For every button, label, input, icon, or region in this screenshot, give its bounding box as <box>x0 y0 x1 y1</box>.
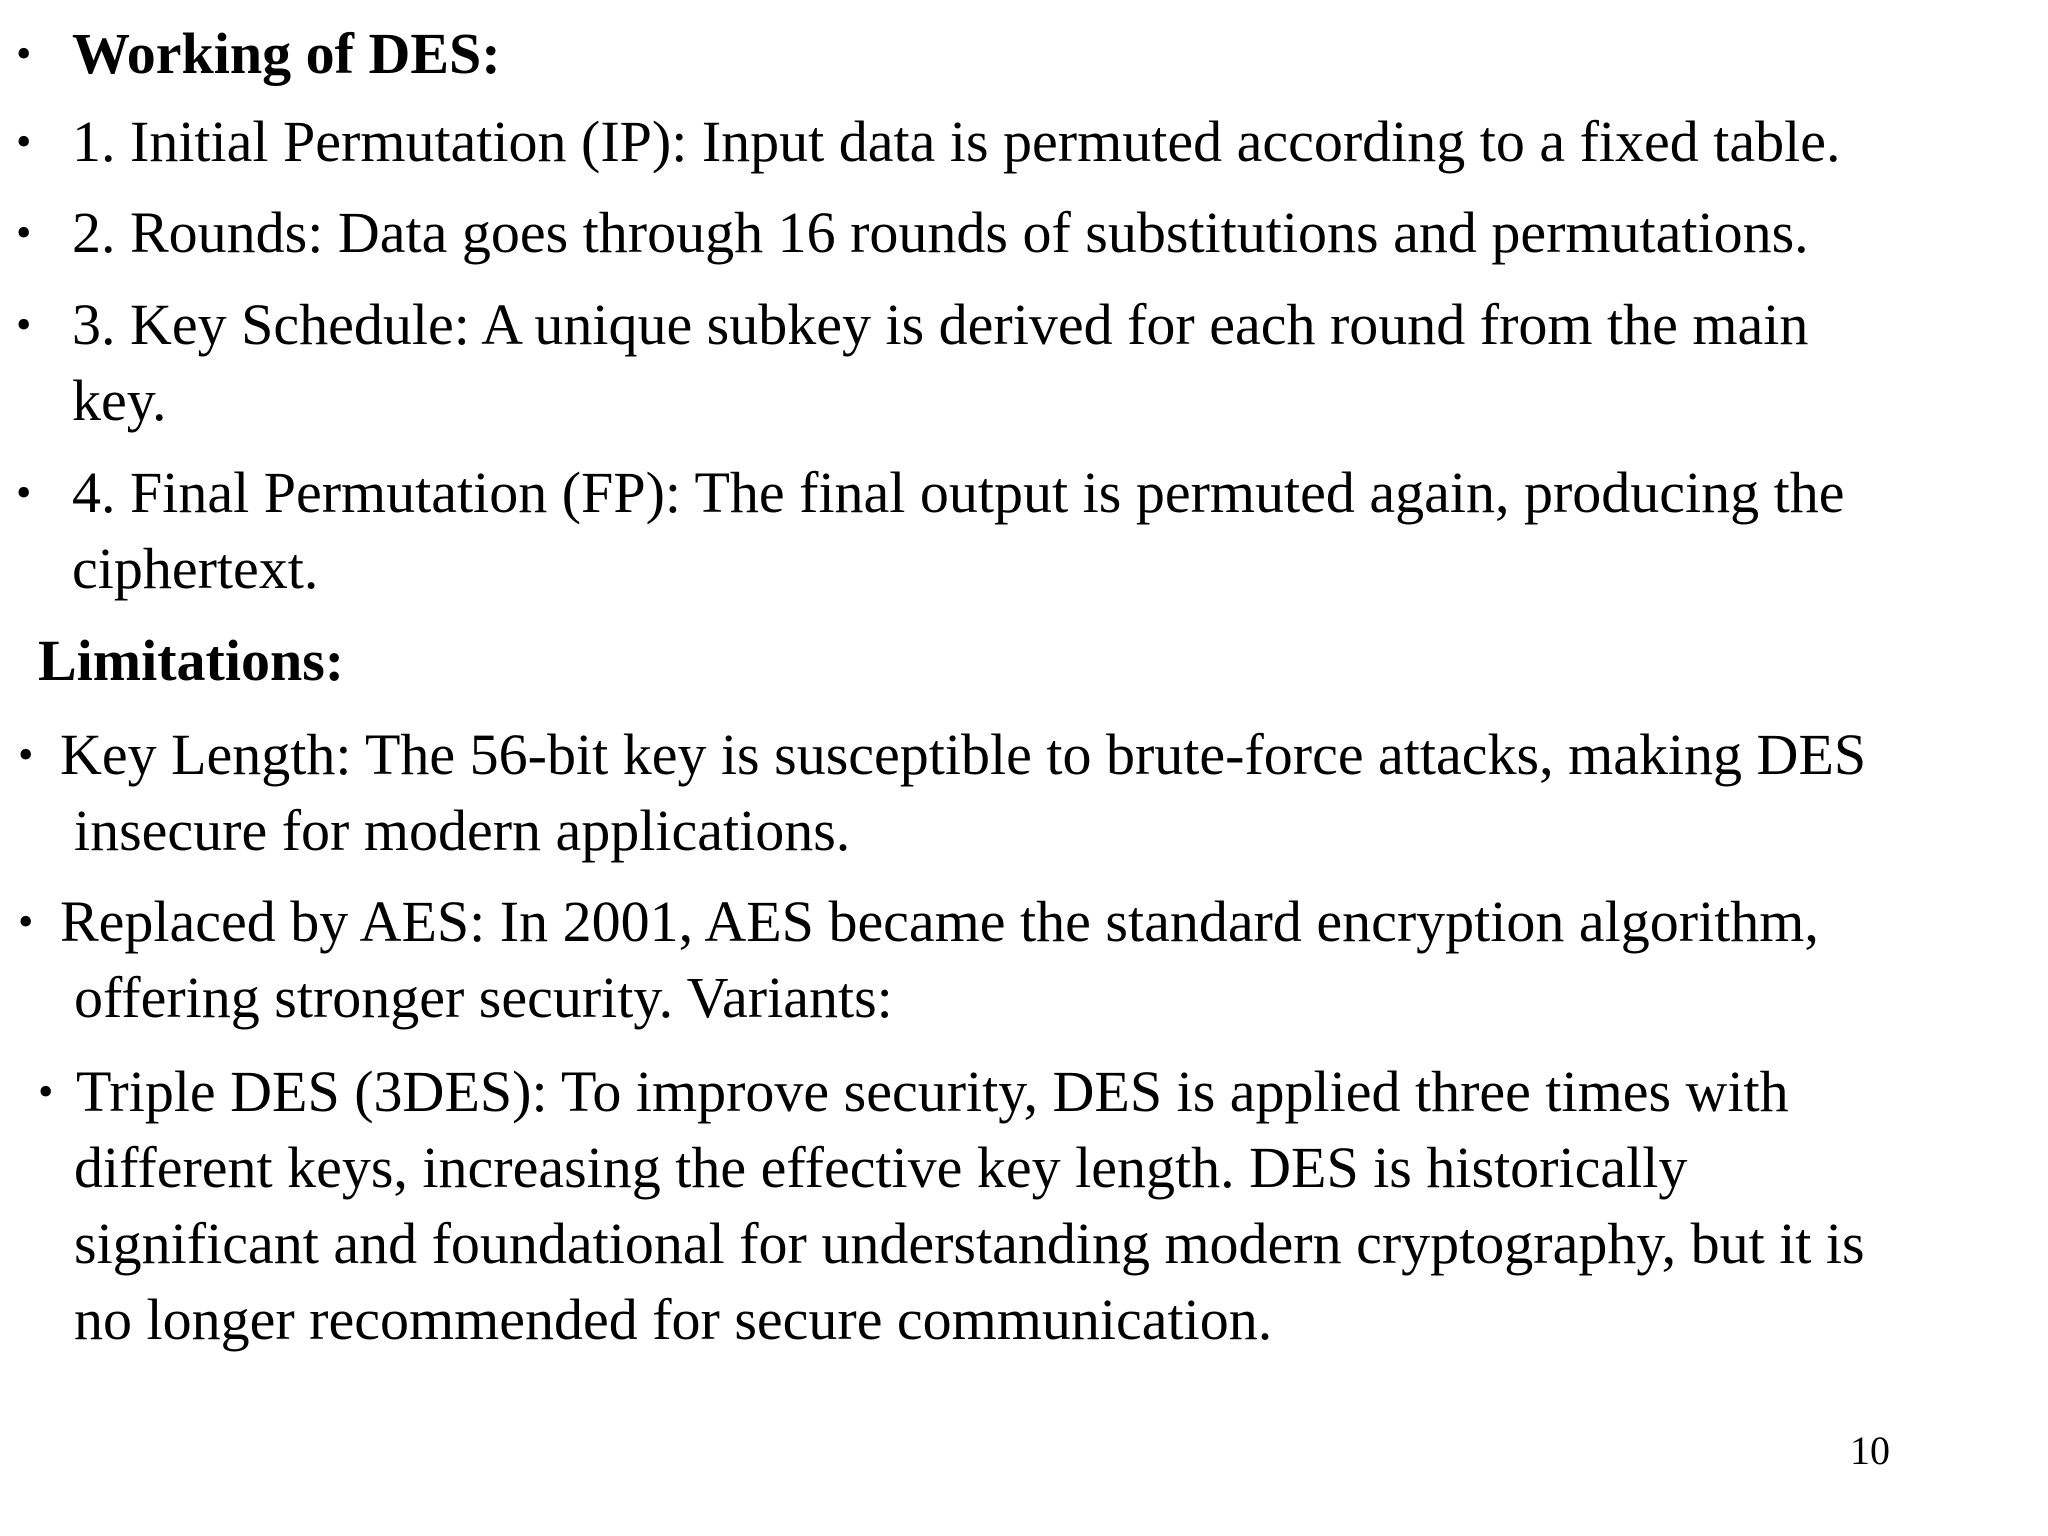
limitation-2-line-2: offering stronger security. Variants: <box>74 965 893 1030</box>
limitation-3-line-3: significant and foundational for understanding modern cryptography, but it is <box>74 1211 1865 1276</box>
working-item-3-line-1: 3. Key Schedule: A unique subkey is derived for each round from the main <box>72 292 1809 357</box>
working-item-1-line-1: 1. Initial Permutation (IP): Input data is permuted according to a fixed table. <box>72 109 1841 174</box>
working-item-2-line-1: 2. Rounds: Data goes through 16 rounds of substitutions and permutations. <box>72 200 1809 265</box>
bullet-marker: • <box>18 730 34 779</box>
limitation-2-line-1: Replaced by AES: In 2001, AES became the standard encryption algorithm, <box>60 889 1819 954</box>
bullet-marker: • <box>16 300 32 349</box>
working-item-4-line-1: 4. Final Permutation (FP): The final output is permuted again, producing the <box>72 460 1845 525</box>
working-heading: Working of DES: <box>72 21 501 86</box>
limitation-3-line-4: no longer recommended for secure communication. <box>74 1287 1273 1352</box>
working-item-3-line-2: key. <box>72 368 167 433</box>
bullet-marker: • <box>18 897 34 946</box>
limitation-1-line-1: Key Length: The 56-bit key is susceptible to brute-force attacks, making DES <box>60 722 1867 787</box>
limitation-3-line-1: Triple DES (3DES): To improve security, DES is applied three times with <box>76 1059 1789 1124</box>
limitation-1-line-2: insecure for modern applications. <box>74 798 851 863</box>
bullet-marker: • <box>16 208 32 257</box>
limitation-3-line-2: different keys, increasing the effective key length. DES is historically <box>74 1135 1688 1200</box>
working-item-4-line-2: ciphertext. <box>72 536 319 601</box>
page-number: 10 <box>1850 1428 1890 1473</box>
bullet-marker: • <box>16 29 32 78</box>
bullet-marker: • <box>38 1067 54 1116</box>
bullet-marker: • <box>16 468 32 517</box>
bullet-marker: • <box>16 117 32 166</box>
limitations-heading: Limitations: <box>38 628 345 693</box>
